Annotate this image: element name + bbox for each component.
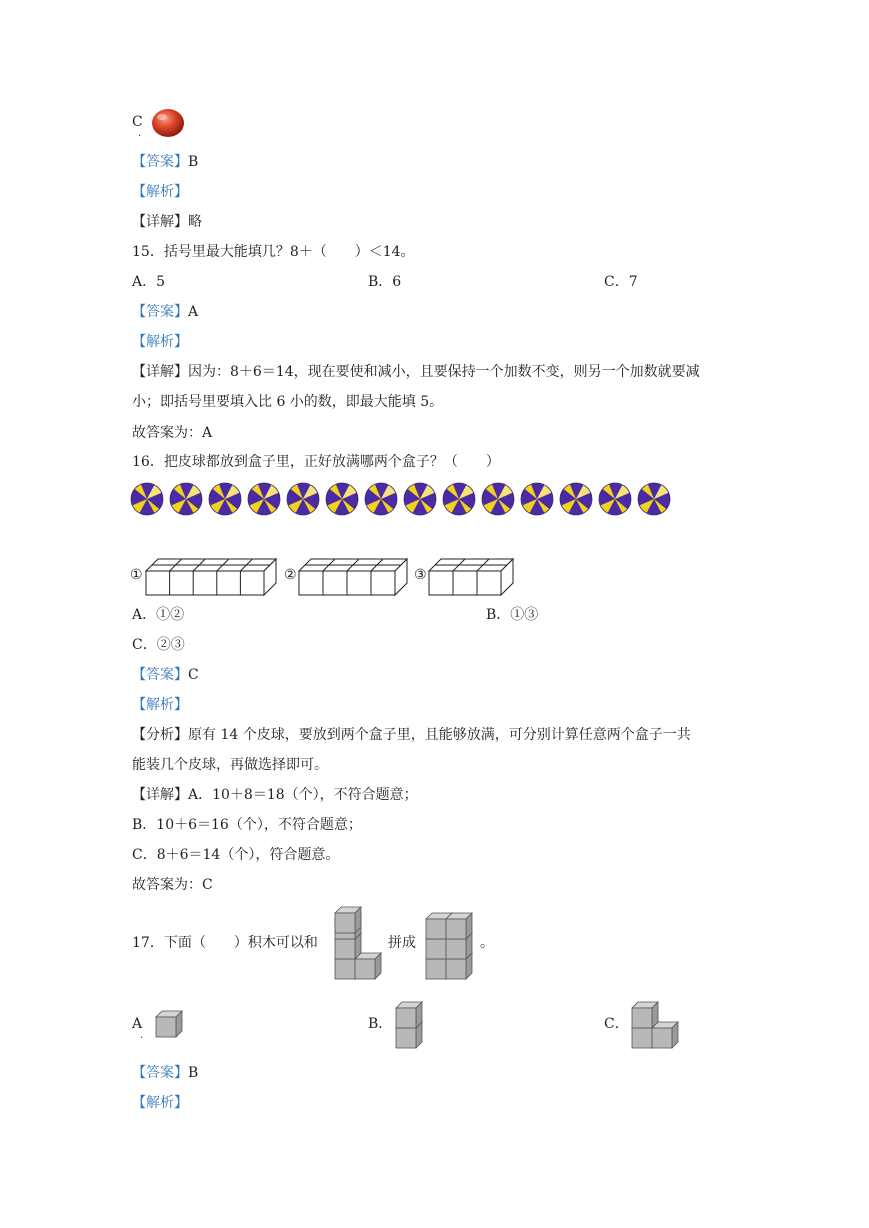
q15-option-b: B．6	[368, 274, 402, 290]
q15-conclusion: 故答案为：A	[132, 425, 213, 441]
beach-ball-icon	[599, 482, 631, 516]
q16-detail-a	[132, 785, 418, 805]
q15-option-c: C．7	[604, 274, 638, 290]
detail-text: 因为：8＋6＝14，现在要使和减小，且要保持一个加数不变，则另一个加数就要减	[188, 364, 700, 380]
beach-ball-icon	[560, 482, 592, 516]
answer-value: B	[188, 154, 199, 170]
beach-ball-icon	[482, 482, 514, 516]
apple-icon	[150, 106, 186, 138]
q17-option-b-label: B．	[368, 1016, 393, 1032]
beach-ball-icon	[443, 482, 475, 516]
answer-value: A	[188, 304, 199, 320]
box-3-six-cells	[428, 556, 514, 596]
beach-ball-icon	[638, 482, 670, 516]
q17-question-part2: 拼成	[388, 935, 416, 951]
option-c-l-three-cubes	[630, 996, 686, 1050]
q14-answer	[132, 152, 198, 172]
q15-detail-line2: 小；即括号里要填入比 6 小的数，即最大能填 5。	[132, 394, 444, 410]
detail-tag: 【详解】	[132, 364, 188, 380]
beach-ball-icon	[131, 482, 163, 516]
detail-tag: 【详解】	[132, 214, 188, 230]
q17-question-part1: 17．下面（ ）积木可以和	[132, 935, 318, 951]
answer-value: C	[188, 667, 199, 683]
beach-ball-icon	[326, 482, 358, 516]
beach-balls-row	[130, 482, 675, 518]
fenxi-tag: 【分析】	[132, 727, 188, 743]
fenxi-text: 原有 14 个皮球，要放到两个盒子里，且能够放满，可分别计算任意两个盒子一共	[188, 727, 691, 743]
q14-analysis-tag: 【解析】	[132, 184, 188, 200]
detail-text: 略	[188, 214, 202, 230]
q15-analysis-tag: 【解析】	[132, 334, 188, 350]
q16-option-b: B．①③	[486, 607, 539, 623]
detail-tag: 【详解】	[132, 787, 188, 803]
q17-option-a-dot: .	[140, 1030, 144, 1041]
beach-ball-icon	[365, 482, 397, 516]
q16-question: 16．把皮球都放到盒子里，正好放满哪两个盒子？（ ）	[132, 454, 500, 470]
beach-ball-icon	[404, 482, 436, 516]
q16-detail-c: C．8＋6＝14（个），符合题意。	[132, 847, 340, 863]
q17-answer	[132, 1063, 198, 1083]
answer-tag: 【答案】	[132, 667, 188, 683]
box-label-1: ①	[130, 567, 143, 583]
option-b-two-stacked-cubes	[395, 996, 427, 1050]
q16-detail-b: B．10＋6＝16（个），不符合题意；	[132, 817, 362, 833]
q15-question: 15．括号里最大能填几？8＋（ ）＜14。	[132, 244, 415, 260]
beach-ball-icon	[248, 482, 280, 516]
q17-question-part3: 。	[480, 935, 494, 951]
answer-tag: 【答案】	[132, 304, 188, 320]
l-shaped-blocks	[333, 907, 383, 979]
q16-fenxi-line2: 能装几个皮球，再做选择即可。	[132, 757, 328, 773]
q16-option-a: A．①②	[132, 607, 185, 623]
q16-conclusion: 故答案为：C	[132, 877, 213, 893]
box-label-3: ③	[414, 567, 427, 583]
target-rectangle-blocks	[424, 907, 476, 979]
q14-option-c-dot: .	[138, 128, 142, 139]
option-a-single-cube	[155, 1008, 185, 1040]
beach-ball-icon	[170, 482, 202, 516]
beach-ball-icon	[287, 482, 319, 516]
answer-tag: 【答案】	[132, 154, 188, 170]
q15-answer	[132, 302, 198, 322]
q17-analysis-tag: 【解析】	[132, 1095, 188, 1111]
answer-tag: 【答案】	[132, 1065, 188, 1081]
beach-ball-icon	[209, 482, 241, 516]
beach-ball-icon	[521, 482, 553, 516]
q14-detail	[132, 212, 202, 232]
q17-option-c-label: C．	[604, 1016, 629, 1032]
q16-fenxi-line1	[132, 725, 691, 745]
q17-option-a-label: A	[132, 1016, 143, 1032]
q16-option-c: C．②③	[132, 637, 185, 653]
box-2-eight-cells	[298, 556, 408, 596]
q16-answer	[132, 665, 199, 685]
box-1-ten-cells	[145, 556, 277, 596]
detail-text: A．10＋8＝18（个），不符合题意；	[188, 787, 418, 803]
q15-option-a: A．5	[132, 274, 166, 290]
option-letter: C	[132, 114, 143, 130]
answer-value: B	[188, 1065, 199, 1081]
q15-detail-line1	[132, 362, 700, 382]
box-label-2: ②	[284, 567, 297, 583]
q16-analysis-tag: 【解析】	[132, 697, 188, 713]
